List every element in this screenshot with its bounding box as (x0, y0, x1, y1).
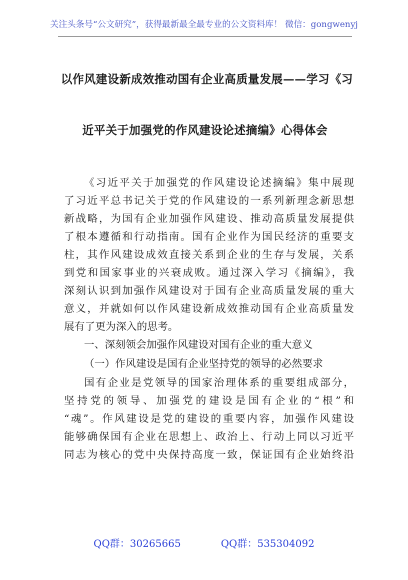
body-line: 深刻认识到加强作风建设对于国有企业高质量发展的重大 (64, 285, 354, 297)
body-line: 同志为核心的党中央保持高度一致，保证国有企业始终沿 (64, 449, 354, 461)
footer-qq-group-1: QQ群：30265665 (93, 539, 181, 550)
header-divider (58, 36, 352, 37)
footer-qq-group-2: QQ群：535304092 (220, 539, 315, 550)
body-line: 意义，并就如何以作风建设新成效推动国有企业高质量发 (64, 303, 354, 315)
body-line: 坚持党的领导、加强党的建设是国有企业的“根”和 (64, 395, 354, 407)
subsection-heading: （一）作风建设是国有企业坚持党的领导的必然要求 (84, 358, 323, 370)
body-line: 柱，其作风建设成效直接关系到企业的生存与发展，关系 (64, 249, 354, 261)
body-line: 了根本遵循和行动指南。国有企业作为国民经济的重要支 (64, 231, 354, 243)
body-line: “魂”。作风建设是党的建设的重要内容，加强作风建设 (64, 413, 354, 425)
page-header: 关注头条号“公文研究”，获得最新最全最专业的公文资料库！ 微信：gongwenyj (50, 20, 358, 30)
document-title-line-2: 近平关于加强党的作风建设论述摘编》心得体会 (82, 123, 328, 137)
body-line: 《习近平关于加强党的作风建设论述摘编》集中展现 (84, 177, 354, 189)
section-heading: 一、深刻领会加强作风建设对国有企业的重大意义 (84, 339, 313, 351)
body-line: 能够确保国有企业在思想上、政治上、行动上同以习近平 (64, 431, 354, 443)
body-line: 到党和国家事业的兴衰成败。通过深入学习《摘编》，我 (64, 267, 354, 279)
body-line: 展有了更为深入的思考。 (64, 321, 179, 333)
body-line: 国有企业是党领导的国家治理体系的重要组成部分， (84, 377, 354, 389)
document-title-line-1: 以作风建设新成效推动国有企业高质量发展——学习《习 (60, 72, 354, 86)
page-footer (0, 535, 408, 550)
body-line: 了习近平总书记关于党的作风建设的一系列新理念新思想 (64, 195, 354, 207)
body-line: 新战略，为国有企业加强作风建设、推动高质量发展提供 (64, 213, 354, 225)
